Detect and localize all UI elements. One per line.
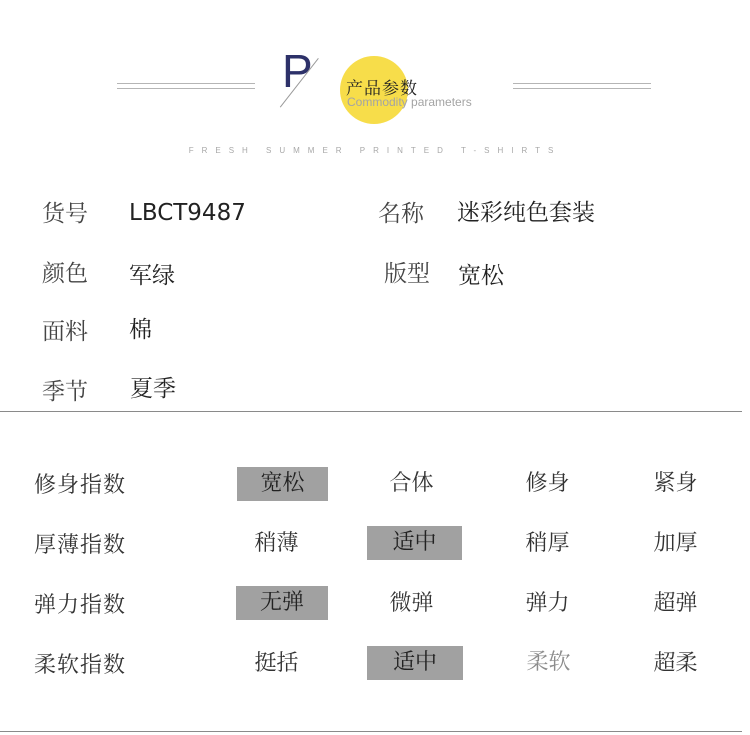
spec-label-season: 季节 [42,379,88,405]
index-option-selected: 适中 [367,526,462,560]
spec-value-fabric: 棉 [129,317,152,343]
index-option: 加厚 [653,531,698,556]
spec-value-fit: 宽松 [458,263,504,289]
index-option: 超弹 [653,591,698,616]
header [0,0,750,170]
index-option: 弹力 [525,591,570,616]
header-rule-right [513,83,651,89]
index-option: 微弹 [389,591,434,616]
logo-letter: P [282,45,313,97]
index-name-fit: 修身指数 [34,473,127,498]
index-option-selected: 适中 [367,646,463,680]
header-rule-left [117,83,255,89]
section-title-en: Commodity parameters [347,95,472,109]
section-subtitle: FRESH SUMMER PRINTED T-SHIRTS [188,146,562,155]
spec-label-sku: 货号 [42,201,88,227]
spec-label-fit: 版型 [384,261,430,287]
index-option: 柔软 [526,650,571,675]
section-divider [0,411,742,412]
index-name-elasticity: 弹力指数 [34,593,127,618]
index-name-softness: 柔软指数 [34,653,127,678]
spec-label-name: 名称 [378,201,424,227]
bottom-divider [0,731,742,732]
index-option: 稍薄 [254,531,299,556]
index-option: 紧身 [653,471,698,496]
index-option: 稍厚 [525,531,570,556]
index-option-selected: 宽松 [237,467,328,501]
spec-label-fabric: 面料 [42,319,88,345]
index-option-selected: 无弹 [236,586,328,620]
index-option: 挺括 [254,651,299,676]
section-title: 产品参数 [346,79,418,99]
index-option: 合体 [389,471,434,496]
index-name-thickness: 厚薄指数 [34,533,127,558]
index-option: 修身 [525,471,570,496]
index-option: 超柔 [653,651,698,676]
spec-value-season: 夏季 [130,376,176,402]
spec-value-color: 军绿 [129,263,175,289]
spec-value-sku: LBCT9487 [129,200,246,226]
spec-value-name: 迷彩纯色套装 [457,200,595,226]
spec-label-color: 颜色 [42,261,88,287]
